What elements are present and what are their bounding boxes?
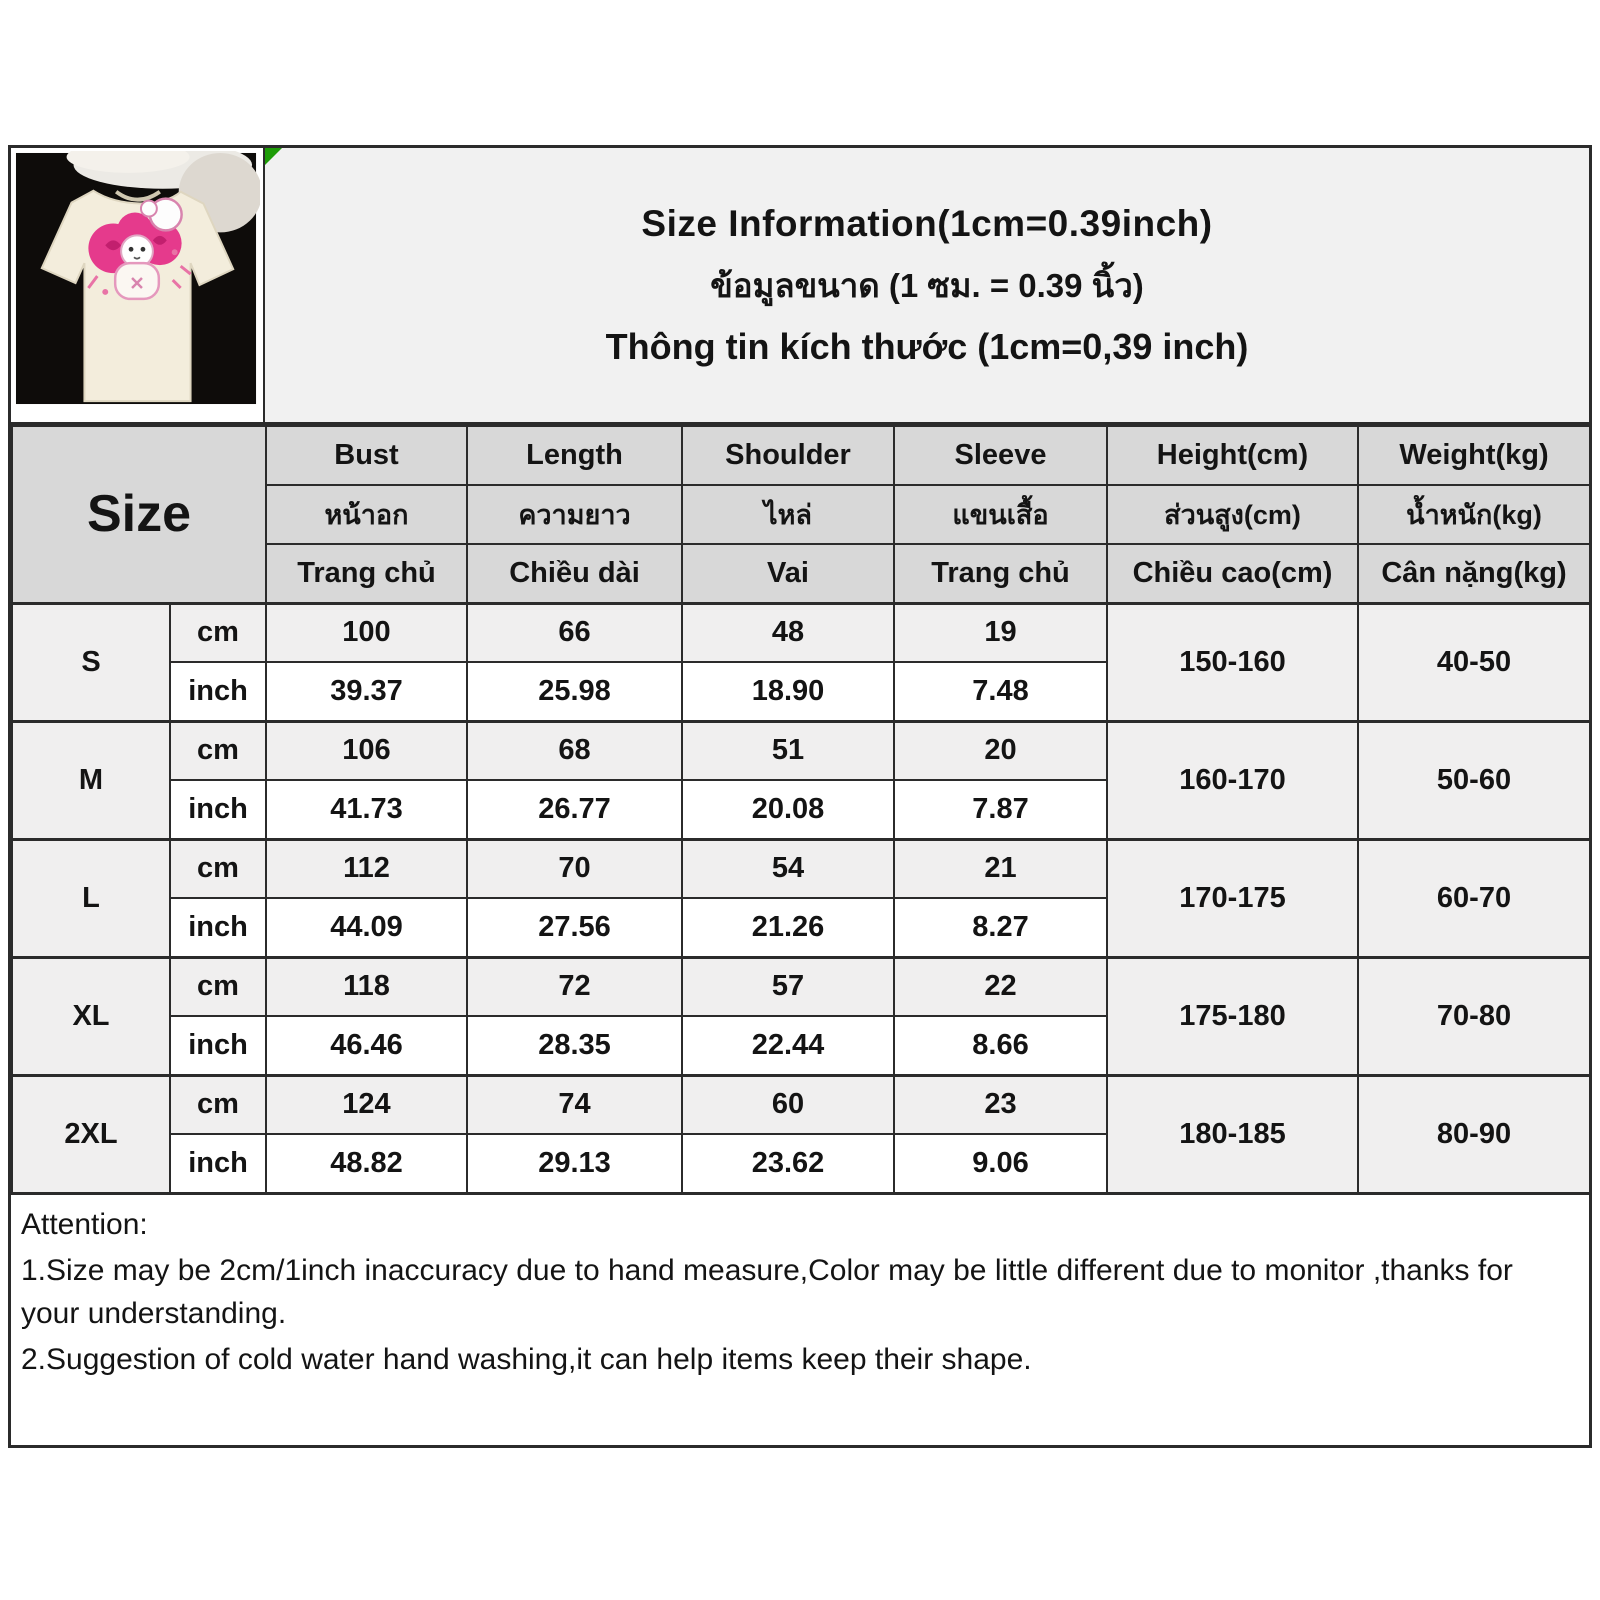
col-header-length-vi: Chiều dài xyxy=(467,544,682,603)
weight-range-s: 40-50 xyxy=(1358,603,1590,721)
weight-range-m: 50-60 xyxy=(1358,721,1590,839)
row-s-cm xyxy=(12,603,1590,662)
cell: 22 xyxy=(894,957,1107,1016)
cell: 68 xyxy=(467,721,682,780)
cell: 18.90 xyxy=(682,662,894,721)
cell: 23 xyxy=(894,1075,1107,1134)
unit-inch: inch xyxy=(170,662,266,721)
cell: 8.66 xyxy=(894,1016,1107,1075)
title-cell xyxy=(265,148,1589,422)
cell: 66 xyxy=(467,603,682,662)
col-header-shoulder: Shoulder xyxy=(682,426,894,485)
cell: 57 xyxy=(682,957,894,1016)
row-2xl-cm xyxy=(12,1075,1590,1134)
height-range-xl: 175-180 xyxy=(1107,957,1358,1075)
attention-note-2: 2.Suggestion of cold water hand washing,it can help items keep their shape. xyxy=(21,1342,1032,1376)
cell: 60 xyxy=(682,1075,894,1134)
cell: 48.82 xyxy=(266,1134,467,1193)
size-label-xl: XL xyxy=(12,957,170,1075)
weight-range-l: 60-70 xyxy=(1358,839,1590,957)
unit-cm: cm xyxy=(170,721,266,780)
cell: 29.13 xyxy=(467,1134,682,1193)
cell: 7.48 xyxy=(894,662,1107,721)
cell: 22.44 xyxy=(682,1016,894,1075)
col-header-weight-th: น้ำหนัก(kg) xyxy=(1358,485,1590,544)
corner-marker-icon xyxy=(265,148,282,165)
height-range-l: 170-175 xyxy=(1107,839,1358,957)
unit-cm: cm xyxy=(170,603,266,662)
col-header-sleeve-vi: Trang chủ xyxy=(894,544,1107,603)
attention-note-1: 1.Size may be 2cm/1inch inaccuracy due to hand measure,Color may be little different due to monitor ,thanks for your understanding. xyxy=(21,1253,1513,1330)
col-header-sleeve-th: แขนเสื้อ xyxy=(894,485,1107,544)
unit-inch: inch xyxy=(170,898,266,957)
cell: 8.27 xyxy=(894,898,1107,957)
title-thai: ข้อมูลขนาด (1 ซม. = 0.39 นิ้ว) xyxy=(710,266,1144,304)
row-xl-cm xyxy=(12,957,1590,1016)
col-header-shoulder-th: ไหล่ xyxy=(682,485,894,544)
cell: 23.62 xyxy=(682,1134,894,1193)
size-label-s: S xyxy=(12,603,170,721)
top-row xyxy=(11,148,1589,425)
size-header-cell: Size xyxy=(12,426,266,603)
cell: 54 xyxy=(682,839,894,898)
unit-cm: cm xyxy=(170,1075,266,1134)
size-label-m: M xyxy=(12,721,170,839)
col-header-length-th: ความยาว xyxy=(467,485,682,544)
title-vietnamese: Thông tin kích thước (1cm=0,39 inch) xyxy=(605,325,1249,367)
col-header-height-th: ส่วนสูง(cm) xyxy=(1107,485,1358,544)
cell: 7.87 xyxy=(894,780,1107,839)
cell: 28.35 xyxy=(467,1016,682,1075)
col-header-sleeve: Sleeve xyxy=(894,426,1107,485)
cell: 21.26 xyxy=(682,898,894,957)
col-header-shoulder-vi: Vai xyxy=(682,544,894,603)
unit-cm: cm xyxy=(170,839,266,898)
title-english: Size Information(1cm=0.39inch) xyxy=(641,202,1213,244)
product-photo xyxy=(11,148,265,422)
size-label-2xl: 2XL xyxy=(12,1075,170,1193)
cell: 21 xyxy=(894,839,1107,898)
col-header-height-vi: Chiều cao(cm) xyxy=(1107,544,1358,603)
attention-heading: Attention: xyxy=(21,1208,148,1241)
cell: 39.37 xyxy=(266,662,467,721)
col-header-length: Length xyxy=(467,426,682,485)
cell: 106 xyxy=(266,721,467,780)
tshirt-photo-graphic xyxy=(14,151,260,419)
cell: 20.08 xyxy=(682,780,894,839)
row-m-cm xyxy=(12,721,1590,780)
height-range-s: 150-160 xyxy=(1107,603,1358,721)
weight-range-2xl: 80-90 xyxy=(1358,1075,1590,1193)
cell: 41.73 xyxy=(266,780,467,839)
unit-inch: inch xyxy=(170,1134,266,1193)
height-range-2xl: 180-185 xyxy=(1107,1075,1358,1193)
cell: 46.46 xyxy=(266,1016,467,1075)
height-range-m: 160-170 xyxy=(1107,721,1358,839)
col-header-height: Height(cm) xyxy=(1107,426,1358,485)
unit-inch: inch xyxy=(170,1016,266,1075)
cell: 26.77 xyxy=(467,780,682,839)
cell: 20 xyxy=(894,721,1107,780)
cell: 51 xyxy=(682,721,894,780)
attention-section xyxy=(11,1194,1589,1445)
unit-cm: cm xyxy=(170,957,266,1016)
col-header-bust-vi: Trang chủ xyxy=(266,544,467,603)
cell: 48 xyxy=(682,603,894,662)
unit-inch: inch xyxy=(170,780,266,839)
cell: 112 xyxy=(266,839,467,898)
cell: 19 xyxy=(894,603,1107,662)
col-header-weight-vi: Cân nặng(kg) xyxy=(1358,544,1590,603)
size-chart-box xyxy=(8,145,1592,1448)
weight-range-xl: 70-80 xyxy=(1358,957,1590,1075)
col-header-bust: Bust xyxy=(266,426,467,485)
cell: 74 xyxy=(467,1075,682,1134)
cell: 100 xyxy=(266,603,467,662)
size-table xyxy=(11,425,1591,1194)
cell: 44.09 xyxy=(266,898,467,957)
col-header-bust-th: หน้าอก xyxy=(266,485,467,544)
cell: 70 xyxy=(467,839,682,898)
col-header-weight: Weight(kg) xyxy=(1358,426,1590,485)
cell: 124 xyxy=(266,1075,467,1134)
size-label-l: L xyxy=(12,839,170,957)
header-row-english xyxy=(12,426,1590,485)
cell: 27.56 xyxy=(467,898,682,957)
cell: 72 xyxy=(467,957,682,1016)
cell: 118 xyxy=(266,957,467,1016)
cell: 25.98 xyxy=(467,662,682,721)
row-l-cm xyxy=(12,839,1590,898)
cell: 9.06 xyxy=(894,1134,1107,1193)
